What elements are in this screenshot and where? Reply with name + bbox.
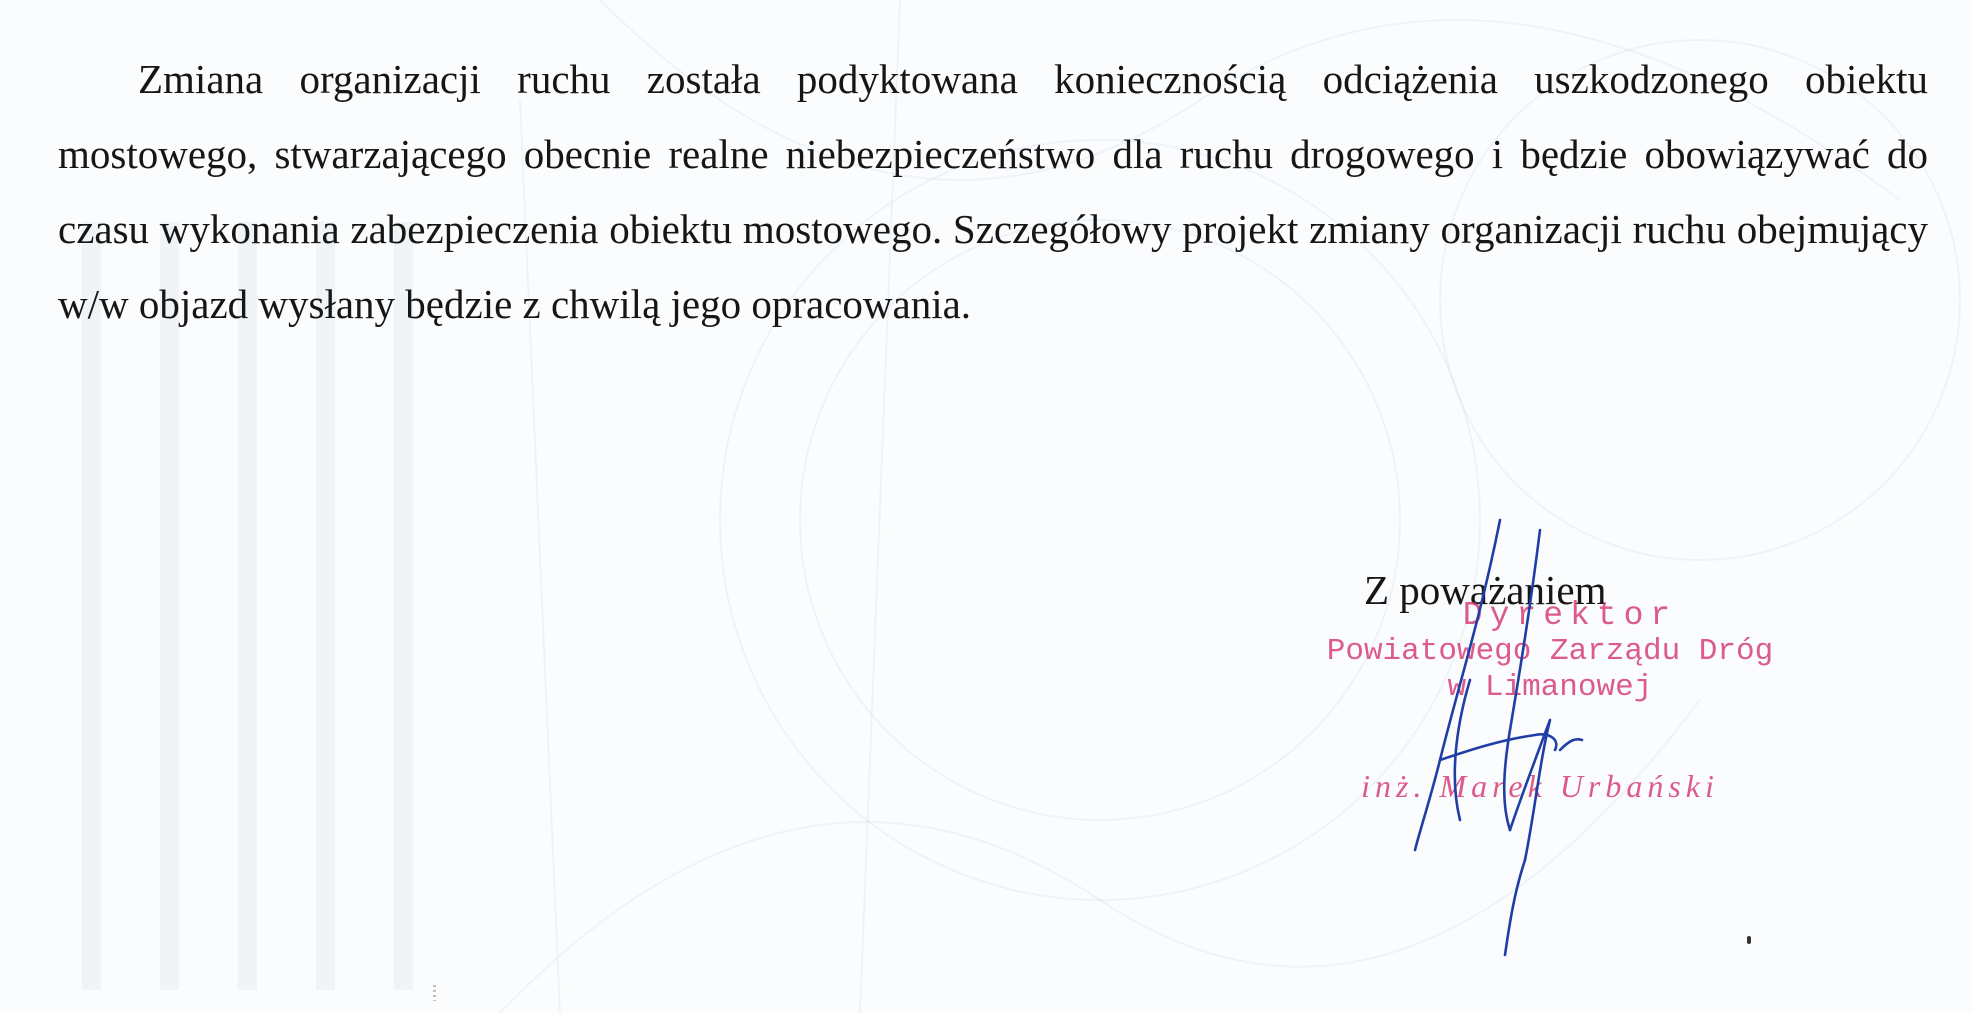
paper-speck [433,985,436,1001]
stamp-title: Dyrektor [1462,597,1678,634]
ink-dot [1747,936,1751,944]
stamp-line-institution: Powiatowego Zarządu Dróg [1326,634,1774,669]
closing-salutation: Z poważaniem [1364,567,1607,613]
watermark-text: ▬▬▬▬▬▬▬▬▬▬▬▬ ▬▬▬▬▬▬▬▬▬▬▬▬ ▬▬▬▬▬▬▬▬▬▬▬▬ ▬▬▬▬▬▬▬▬▬▬▬▬ ▬▬▬▬▬▬▬▬▬▬▬▬ [43,222,427,990]
letter-paragraph-text: Zmiana organizacji ruchu została podyktowana koniecznością odciążenia uszkodzonego obiektu mostowego, stwarzającego obecnie realne niebezpieczeństwo dla ruchu drogowego i będzie obowiązywać do czasu wykonania zabezpieczenia obiektu mostowego. Szczegółowy projekt zmiany organizacji ruchu obejmujący w/w objazd wysłany będzie z chwilą jego opracowania. [58,56,1928,327]
letter-paragraph [58,42,1928,342]
stamp-line-location: w Limanowej [1447,670,1653,705]
stamp-signatory-name: inż. Marek Urbański [1361,768,1719,804]
handwritten-signature [1360,500,1620,960]
